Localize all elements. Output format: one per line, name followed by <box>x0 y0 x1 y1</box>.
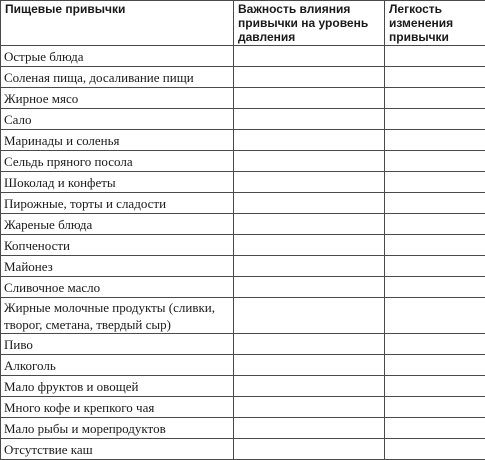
table-header-row <box>1 1 485 46</box>
header-habits: Пищевые привычки <box>1 1 234 46</box>
importance-cell[interactable] <box>234 151 385 172</box>
habit-cell: Жирные молочные продукты (сливки, творог, сметана, твердый сыр) <box>1 298 234 334</box>
table-row <box>1 418 485 439</box>
habit-cell: Шоколад и конфеты <box>1 172 234 193</box>
importance-cell[interactable] <box>234 193 385 214</box>
importance-cell[interactable] <box>234 46 385 67</box>
importance-cell[interactable] <box>234 214 385 235</box>
ease-cell[interactable] <box>385 130 485 151</box>
ease-cell[interactable] <box>385 298 485 334</box>
importance-cell[interactable] <box>234 256 385 277</box>
habit-cell: Соленая пища, досаливание пищи <box>1 67 234 88</box>
importance-cell[interactable] <box>234 334 385 355</box>
habit-cell: Много кофе и крепкого чая <box>1 397 234 418</box>
ease-cell[interactable] <box>385 418 485 439</box>
habit-cell: Сало <box>1 109 234 130</box>
table-row <box>1 235 485 256</box>
header-ease: Легкость изменения привычки <box>385 1 485 46</box>
importance-cell[interactable] <box>234 439 385 460</box>
importance-cell[interactable] <box>234 397 385 418</box>
habit-cell: Пирожные, торты и сладости <box>1 193 234 214</box>
importance-cell[interactable] <box>234 172 385 193</box>
habit-cell: Жареные блюда <box>1 214 234 235</box>
habit-cell: Пиво <box>1 334 234 355</box>
ease-cell[interactable] <box>385 67 485 88</box>
table-row <box>1 256 485 277</box>
ease-cell[interactable] <box>385 355 485 376</box>
importance-cell[interactable] <box>234 277 385 298</box>
table-row <box>1 334 485 355</box>
importance-cell[interactable] <box>234 235 385 256</box>
importance-cell[interactable] <box>234 418 385 439</box>
importance-cell[interactable] <box>234 376 385 397</box>
table-row <box>1 172 485 193</box>
habit-cell: Маринады и соленья <box>1 130 234 151</box>
importance-cell[interactable] <box>234 355 385 376</box>
importance-cell[interactable] <box>234 67 385 88</box>
habit-cell: Жирное мясо <box>1 88 234 109</box>
table-row <box>1 298 485 334</box>
habit-cell: Отсутствие каш <box>1 439 234 460</box>
ease-cell[interactable] <box>385 397 485 418</box>
ease-cell[interactable] <box>385 151 485 172</box>
table-row <box>1 214 485 235</box>
ease-cell[interactable] <box>385 376 485 397</box>
header-importance: Важность влияния привычки на уровень давления <box>234 1 385 46</box>
ease-cell[interactable] <box>385 277 485 298</box>
importance-cell[interactable] <box>234 130 385 151</box>
ease-cell[interactable] <box>385 46 485 67</box>
table-row <box>1 277 485 298</box>
habit-cell: Мало фруктов и овощей <box>1 376 234 397</box>
table-row <box>1 67 485 88</box>
habit-cell: Майонез <box>1 256 234 277</box>
ease-cell[interactable] <box>385 334 485 355</box>
importance-cell[interactable] <box>234 88 385 109</box>
habit-cell: Алкоголь <box>1 355 234 376</box>
ease-cell[interactable] <box>385 193 485 214</box>
table-row <box>1 193 485 214</box>
table-row <box>1 130 485 151</box>
table-row <box>1 109 485 130</box>
table-row <box>1 376 485 397</box>
importance-cell[interactable] <box>234 298 385 334</box>
ease-cell[interactable] <box>385 256 485 277</box>
table-row <box>1 151 485 172</box>
ease-cell[interactable] <box>385 109 485 130</box>
table-row <box>1 397 485 418</box>
ease-cell[interactable] <box>385 214 485 235</box>
table-row <box>1 88 485 109</box>
table-row <box>1 355 485 376</box>
habit-cell: Копчености <box>1 235 234 256</box>
ease-cell[interactable] <box>385 235 485 256</box>
habit-cell: Сельдь пряного посола <box>1 151 234 172</box>
ease-cell[interactable] <box>385 88 485 109</box>
table-row <box>1 439 485 460</box>
habit-cell: Сливочное масло <box>1 277 234 298</box>
habit-cell: Мало рыбы и морепродуктов <box>1 418 234 439</box>
ease-cell[interactable] <box>385 172 485 193</box>
ease-cell[interactable] <box>385 439 485 460</box>
habit-cell: Острые блюда <box>1 46 234 67</box>
importance-cell[interactable] <box>234 109 385 130</box>
table-row <box>1 46 485 67</box>
